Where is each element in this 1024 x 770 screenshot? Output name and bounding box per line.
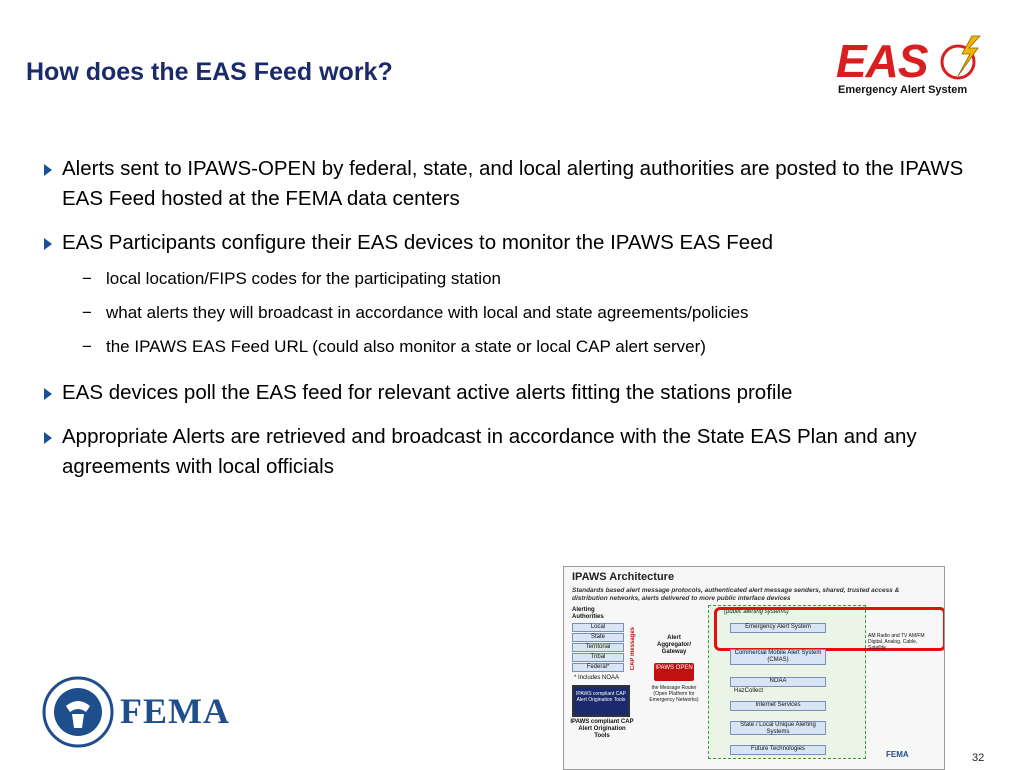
bullet-arrow-icon	[44, 388, 52, 400]
slide-title: How does the EAS Feed work?	[26, 58, 393, 86]
figure-subtitle: Standards based alert message protocols, authenticated alert message senders, shared, trusted access & distribution networks, alerts delivered to more public interface devices	[572, 587, 900, 602]
dhs-seal-icon	[42, 676, 114, 748]
sub-bullet-item	[62, 262, 984, 296]
authority-state: State	[572, 633, 624, 642]
sub-bullet-text: local location/FIPS codes for the participating station	[106, 269, 501, 288]
sub-bullet-text: what alerts they will broadcast in accordance with local and state agreements/policies	[106, 303, 749, 322]
ipaws-architecture-figure	[563, 566, 945, 770]
includes-noaa-note: * Includes NOAA	[574, 675, 620, 681]
dash-icon: −	[82, 303, 92, 322]
bullet-list	[44, 154, 984, 496]
system-noaa: NOAA	[730, 677, 826, 687]
aggregator-label: Alert Aggregator/ Gateway	[656, 635, 691, 655]
authority-local: Local	[572, 623, 624, 632]
cap-tools-box: IPAWS compliant CAP Alert Origination Tools	[572, 685, 630, 717]
bullet-item	[44, 422, 984, 482]
eas-logo-letters: EAS	[836, 35, 928, 87]
bullet-text: Alerts sent to IPAWS-OPEN by federal, state, and local alerting authorities are posted to the IPAWS EAS Feed hosted at the FEMA data centers	[62, 157, 964, 210]
figure-title: IPAWS Architecture	[572, 571, 675, 583]
eas-logo-subtitle: Emergency Alert System	[838, 84, 968, 96]
figure-fema-mark: FEMA	[886, 750, 909, 759]
system-cmas: Commercial Mobile Alert System (CMAS)	[730, 649, 826, 665]
ipaws-open-box: IPAWS OPEN	[654, 663, 694, 681]
bullet-item	[44, 228, 984, 364]
bullet-arrow-icon	[44, 432, 52, 444]
authority-federal: Federal*	[572, 663, 624, 672]
cap-tools-label: IPAWS compliant CAP Alert Origination Tools	[570, 719, 634, 739]
bullet-item	[44, 378, 984, 408]
system-internet: Internet Services	[730, 701, 826, 711]
system-eas: Emergency Alert System	[730, 623, 826, 633]
fema-logo-text: FEMA	[120, 691, 230, 731]
message-router-label: the Message Router (Open Platform for Emergency Networks)	[649, 685, 699, 703]
page-number: 32	[972, 752, 985, 764]
bullet-arrow-icon	[44, 238, 52, 250]
eas-outputs-label: AM Radio and TV AM/FM Digital, Analog, Cable, Satellite	[868, 633, 925, 651]
sub-bullet-item	[62, 330, 984, 364]
cap-messages-label: CAP messages	[630, 627, 636, 671]
sub-bullet-text: the IPAWS EAS Feed URL (could also monitor a state or local CAP alert server)	[106, 337, 706, 356]
bullet-text: EAS devices poll the EAS feed for relevant active alerts fitting the stations profile	[62, 381, 793, 404]
bullet-arrow-icon	[44, 164, 52, 176]
hazcollect-label: HazCollect	[734, 688, 764, 694]
sub-bullet-item	[62, 296, 984, 330]
authority-tribal: Tribal	[572, 653, 624, 662]
bullet-item	[44, 154, 984, 214]
sub-bullet-list	[62, 262, 984, 364]
authority-territorial: Territorial	[572, 643, 624, 652]
dash-icon: −	[82, 269, 92, 288]
system-state-local: State / Local Unique Alerting Systems	[730, 721, 826, 735]
system-future: Future Technologies	[730, 745, 826, 755]
bullet-text: Appropriate Alerts are retrieved and broadcast in accordance with the State EAS Plan and any agreements with local officials	[62, 425, 917, 478]
public-systems-label: (public alerting systems)	[724, 609, 789, 615]
bullet-text: EAS Participants configure their EAS devices to monitor the IPAWS EAS Feed	[62, 231, 773, 254]
eas-logo	[832, 32, 992, 104]
authorities-label: Alerting Authorities	[572, 607, 604, 620]
dash-icon: −	[82, 337, 92, 356]
lightning-bolt-icon	[932, 32, 992, 82]
